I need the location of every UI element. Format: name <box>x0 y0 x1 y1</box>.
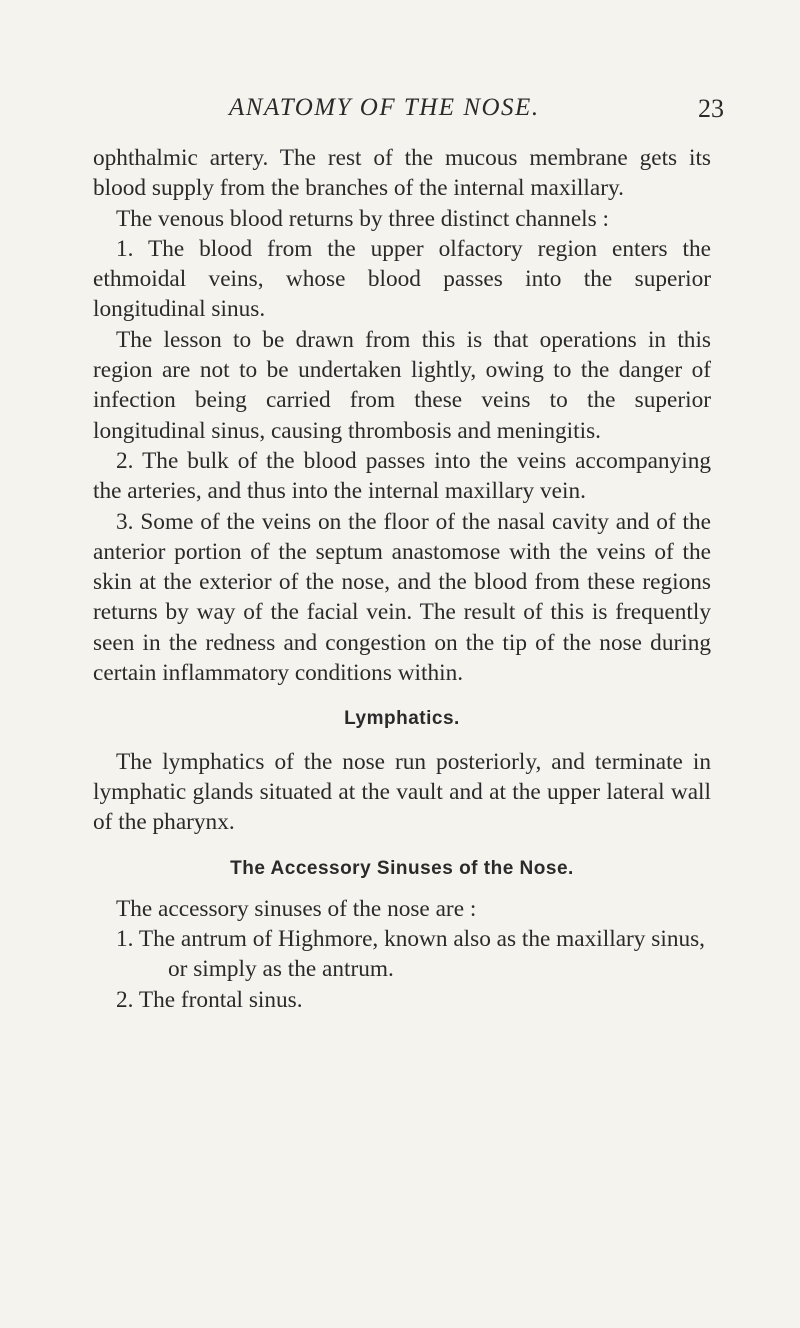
paragraph-channel-3: 3. Some of the veins on the floor of the nasal cavity and of the anterior portion of the septum anastomose with the veins of the skin at the exterior of the nose, and the blood from these regions returns by way of the facial vein. The result of this is frequently seen in the redness and congestion on the tip of the nose during certain inflammatory conditions within. <box>93 508 711 687</box>
paragraph-venous-intro: The venous blood returns by three distinct channels : <box>116 205 609 232</box>
list-item-frontal-sinus: 2. The frontal sinus. <box>116 986 303 1013</box>
paragraph-artery: ophthalmic artery. The rest of the mucous membrane gets its blood supply from the branches of the internal maxillary. <box>93 145 711 202</box>
paragraph-lesson: The lesson to be drawn from this is that operations in this region are not to be undertaken lightly, owing to the danger of infection being carried from these veins to the superior longitudinal sinus, causing thrombosis and meningitis. <box>93 326 711 444</box>
paragraph-sinuses-intro: The accessory sinuses of the nose are : <box>116 895 477 922</box>
paragraph-channel-2: 2. The bulk of the blood passes into the veins accompanying the arteries, and thus into the internal maxillary vein. <box>93 447 711 505</box>
list-item-antrum: 1. The antrum of Highmore, known also as the maxillary sinus, or simply as the antrum. <box>116 926 706 983</box>
section-heading-lymphatics: Lymphatics. <box>344 708 460 730</box>
paragraph-channel-1: 1. The blood from the upper olfactory region enters the ethmoidal veins, whose blood passes into the superior longitudinal sinus. <box>93 235 711 323</box>
page-number: 23 <box>698 94 724 123</box>
paragraph-lymphatics: The lymphatics of the nose run posteriorly, and terminate in lymphatic glands situated at the vault and at the upper lateral wall of the pharynx. <box>93 748 711 836</box>
body-text <box>93 143 711 1015</box>
section-heading-accessory-sinuses: The Accessory Sinuses of the Nose. <box>230 857 574 879</box>
running-title: ANATOMY OF THE NOSE. <box>229 94 540 121</box>
